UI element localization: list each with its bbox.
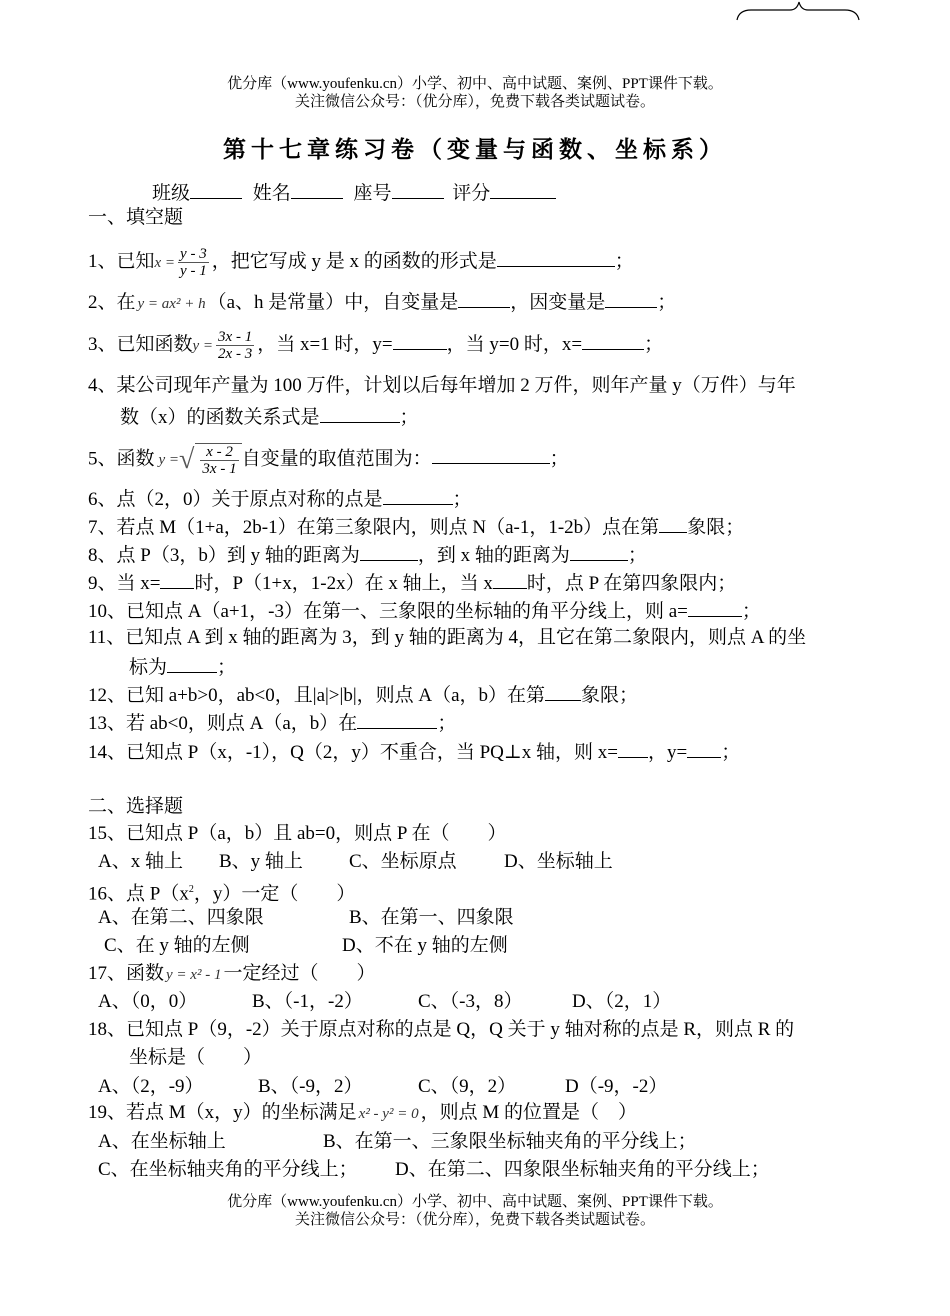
q2-text-b: （a、h 是常量）中，自变量是 bbox=[207, 292, 459, 313]
q3-blank-1[interactable] bbox=[393, 331, 447, 350]
q1-answer-blank[interactable] bbox=[497, 248, 615, 267]
decorative-brace bbox=[735, 0, 861, 24]
q8-text-a: 8、点 P（3，b）到 y 轴的距离为 bbox=[88, 545, 360, 566]
q9-blank-2[interactable] bbox=[493, 570, 527, 589]
question-6 bbox=[88, 486, 472, 512]
q3-blank-2[interactable] bbox=[582, 331, 644, 350]
q17-text-b: 一定经过（ ） bbox=[223, 963, 376, 984]
q1-denominator: y - 1 bbox=[180, 263, 207, 279]
q3-numerator: 3x - 1 bbox=[218, 329, 253, 345]
class-blank[interactable] bbox=[190, 180, 242, 199]
question-4-line-2 bbox=[120, 404, 419, 430]
q4-text-b: ； bbox=[399, 407, 419, 428]
q1-text-b: ，把它写成 y 是 x 的函数的形式是 bbox=[211, 250, 497, 272]
q9-text-a: 9、当 x= bbox=[88, 573, 161, 594]
q6-text-a: 6、点（2，0）关于原点对称的点是 bbox=[88, 489, 383, 510]
q15-option-b[interactable]: B、y 轴上 bbox=[219, 851, 303, 872]
name-blank[interactable] bbox=[291, 180, 343, 199]
header-line-1: 优分库（www.youfenku.cn）小学、初中、高中试题、案例、PPT课件下载。 bbox=[227, 76, 723, 92]
question-12 bbox=[88, 682, 638, 708]
q11-answer-blank[interactable] bbox=[167, 654, 217, 673]
q15-option-c[interactable]: C、坐标原点 bbox=[349, 851, 457, 872]
q19-text-b: ，则点 M 的位置是（ ） bbox=[420, 1102, 637, 1123]
q10-text-a: 10、已知点 A（a+1，-3）在第一、三象限的坐标轴的角平分线上，则 a= bbox=[88, 601, 688, 622]
q2-text-c: ，因变量是 bbox=[510, 292, 606, 313]
q3-formula-prefix: y = bbox=[192, 337, 214, 354]
q16-superscript: 2 bbox=[188, 884, 194, 895]
q8-blank-1[interactable] bbox=[360, 542, 418, 561]
question-15: 15、已知点 P（a，b）且 ab=0，则点 P 在（ ） bbox=[88, 823, 507, 844]
q3-text-b: ，当 x=1 时，y= bbox=[257, 333, 393, 355]
question-19 bbox=[88, 1101, 637, 1126]
q18-option-c[interactable]: C、（9，2） bbox=[418, 1076, 517, 1097]
q13-text-b: ； bbox=[437, 713, 457, 734]
q3-text-c: ，当 y=0 时，x= bbox=[446, 333, 583, 355]
q5-text-a: 5、函数 bbox=[88, 448, 155, 470]
q17-formula: y = x² - 1 bbox=[166, 967, 222, 983]
name-label: 姓名 bbox=[252, 183, 291, 204]
q17-option-c[interactable]: C、（-3，8） bbox=[418, 991, 523, 1012]
question-14 bbox=[88, 739, 740, 765]
q1-fraction bbox=[178, 246, 209, 279]
q1-text-c: ； bbox=[614, 250, 634, 272]
q5-numerator: x - 2 bbox=[200, 444, 238, 461]
q19-option-c[interactable]: C、在坐标轴夹角的平分线上； bbox=[98, 1159, 358, 1180]
question-3 bbox=[88, 329, 663, 362]
q10-text-b: ； bbox=[741, 601, 761, 622]
question-5 bbox=[88, 443, 569, 477]
q6-answer-blank[interactable] bbox=[383, 486, 453, 505]
seat-blank[interactable] bbox=[392, 180, 444, 199]
q2-blank-1[interactable] bbox=[458, 289, 510, 308]
q14-text-b: ，y= bbox=[648, 742, 688, 763]
q8-blank-2[interactable] bbox=[570, 542, 628, 561]
q11-text-a: 标为 bbox=[129, 657, 168, 678]
question-1 bbox=[88, 246, 634, 279]
q17-text-a: 17、函数 bbox=[88, 963, 165, 984]
q7-answer-blank[interactable] bbox=[659, 514, 687, 533]
question-4-line-1: 4、某公司现年产量为 100 万件，计划以后每年增加 2 万件，则年产量 y（万件）与年 bbox=[88, 375, 796, 396]
q3-fraction bbox=[216, 329, 254, 362]
q9-blank-1[interactable] bbox=[160, 570, 194, 589]
score-blank[interactable] bbox=[490, 180, 556, 199]
q1-formula-prefix: x = bbox=[154, 254, 176, 271]
question-13 bbox=[88, 710, 456, 736]
q19-text-a: 19、若点 M（x，y）的坐标满足 bbox=[88, 1102, 357, 1123]
q16-option-c[interactable]: C、在 y 轴的左侧 bbox=[104, 935, 250, 956]
q5-text-b: 自变量的取值范围为： bbox=[241, 448, 432, 470]
q2-text-d: ； bbox=[657, 292, 677, 313]
q4-answer-blank[interactable] bbox=[320, 404, 400, 423]
q6-text-b: ； bbox=[452, 489, 472, 510]
q19-option-b[interactable]: B、在第一、三象限坐标轴夹角的平分线上； bbox=[323, 1131, 697, 1152]
q8-text-c: ； bbox=[627, 545, 647, 566]
q9-text-c: 时，点 P 在第四象限内； bbox=[526, 573, 737, 594]
page-title: 第十七章练习卷（变量与函数、坐标系） bbox=[223, 137, 727, 162]
question-18-line-1: 18、已知点 P（9，-2）关于原点对称的点是 Q，Q 关于 y 轴对称的点是 R，则点 R 的 bbox=[88, 1019, 795, 1040]
q2-formula: y = ax² + h bbox=[137, 296, 206, 312]
q19-option-a[interactable]: A、在坐标轴上 bbox=[98, 1131, 226, 1152]
question-2 bbox=[88, 289, 676, 316]
q16-option-d[interactable]: D、不在 y 轴的左侧 bbox=[342, 935, 508, 956]
q17-option-a[interactable]: A、（0，0） bbox=[98, 991, 198, 1012]
q19-formula: x² - y² = 0 bbox=[358, 1106, 419, 1122]
q5-denominator: 3x - 1 bbox=[202, 461, 237, 477]
q2-blank-2[interactable] bbox=[605, 289, 657, 308]
q5-formula-prefix: y = bbox=[158, 452, 180, 469]
q12-answer-blank[interactable] bbox=[545, 682, 581, 701]
score-label: 评分 bbox=[452, 183, 491, 204]
seat-label: 座号 bbox=[353, 183, 392, 204]
q7-text-b: 象限； bbox=[687, 517, 745, 538]
q16-option-b[interactable]: B、在第一、四象限 bbox=[349, 907, 514, 928]
question-18-line-2: 坐标是（ ） bbox=[129, 1047, 263, 1068]
q13-answer-blank[interactable] bbox=[357, 710, 437, 729]
q3-text-d: ； bbox=[644, 333, 664, 355]
footer-line-2: 关注微信公众号：（优分库），免费下载各类试题试卷。 bbox=[294, 1212, 655, 1228]
q10-answer-blank[interactable] bbox=[688, 598, 742, 617]
section-fill-in: 一、填空题 bbox=[88, 207, 184, 228]
q3-denominator: 2x - 3 bbox=[218, 346, 253, 362]
header-line-2: 关注微信公众号：（优分库），免费下载各类试题试卷。 bbox=[294, 94, 655, 110]
q11-text-b: ； bbox=[217, 657, 237, 678]
question-16 bbox=[88, 878, 355, 906]
q14-text-c: ； bbox=[721, 742, 741, 763]
q16-text-b: ，y）一定（ ） bbox=[193, 883, 356, 905]
q16-option-a[interactable]: A、在第二、四象限 bbox=[98, 907, 264, 928]
q8-text-b: ，到 x 轴的距离为 bbox=[417, 545, 570, 566]
class-label: 班级 bbox=[152, 183, 191, 204]
q5-radicand bbox=[195, 443, 241, 477]
question-11-line-1: 11、已知点 A 到 x 轴的距离为 3，到 y 轴的距离为 4，且它在第二象限内，则点 A 的坐 bbox=[88, 627, 807, 648]
q14-blank-1[interactable] bbox=[618, 739, 648, 758]
question-9 bbox=[88, 570, 736, 596]
q13-text-a: 13、若 ab<0，则点 A（a，b）在 bbox=[88, 713, 358, 734]
q18-option-a[interactable]: A、（2，-9） bbox=[98, 1076, 204, 1097]
q17-option-b[interactable]: B、（-1，-2） bbox=[252, 991, 363, 1012]
q15-option-a[interactable]: A、x 轴上 bbox=[98, 851, 183, 872]
sqrt-icon: √ bbox=[179, 444, 195, 475]
question-8 bbox=[88, 542, 647, 568]
q9-text-b: 时，P（1+x，1-2x）在 x 轴上，当 x bbox=[194, 573, 493, 594]
q3-text-a: 3、已知函数 bbox=[88, 333, 193, 355]
q16-text-a: 16、点 P（x bbox=[88, 883, 189, 905]
q5-text-c: ； bbox=[549, 448, 569, 470]
q19-option-d[interactable]: D、在第二、四象限坐标轴夹角的平分线上； bbox=[395, 1159, 770, 1180]
q14-blank-2[interactable] bbox=[687, 739, 721, 758]
q14-text-a: 14、已知点 P（x，-1），Q（2，y）不重合，当 PQ⊥x 轴，则 x= bbox=[88, 742, 618, 763]
q18-option-d[interactable]: D（-9，-2） bbox=[565, 1076, 668, 1097]
question-10 bbox=[88, 598, 761, 624]
footer-line-1: 优分库（www.youfenku.cn）小学、初中、高中试题、案例、PPT课件下载。 bbox=[227, 1194, 723, 1210]
q17-option-d[interactable]: D、（2，1） bbox=[572, 991, 672, 1012]
q5-answer-blank[interactable] bbox=[432, 445, 550, 464]
q15-option-d[interactable]: D、坐标轴上 bbox=[504, 851, 613, 872]
section-multiple-choice: 二、选择题 bbox=[88, 796, 184, 817]
q5-fraction bbox=[200, 444, 238, 477]
question-11-line-2 bbox=[129, 654, 236, 680]
info-line bbox=[152, 180, 556, 206]
q1-text-a: 1、已知 bbox=[88, 250, 155, 272]
q12-text-a: 12、已知 a+b>0，ab<0，且|a|>|b|，则点 A（a，b）在第 bbox=[88, 685, 546, 706]
q7-text-a: 7、若点 M（1+a，2b-1）在第三象限内，则点 N（a-1，1-2b）点在第 bbox=[88, 517, 660, 538]
q2-text-a: 2、在 bbox=[88, 292, 136, 313]
q4-text-a: 数（x）的函数关系式是 bbox=[120, 407, 320, 428]
question-17 bbox=[88, 962, 375, 987]
q18-option-b[interactable]: B、（-9，2） bbox=[258, 1076, 363, 1097]
question-7 bbox=[88, 514, 744, 540]
q12-text-b: 象限； bbox=[581, 685, 639, 706]
q1-numerator: y - 3 bbox=[180, 246, 207, 262]
